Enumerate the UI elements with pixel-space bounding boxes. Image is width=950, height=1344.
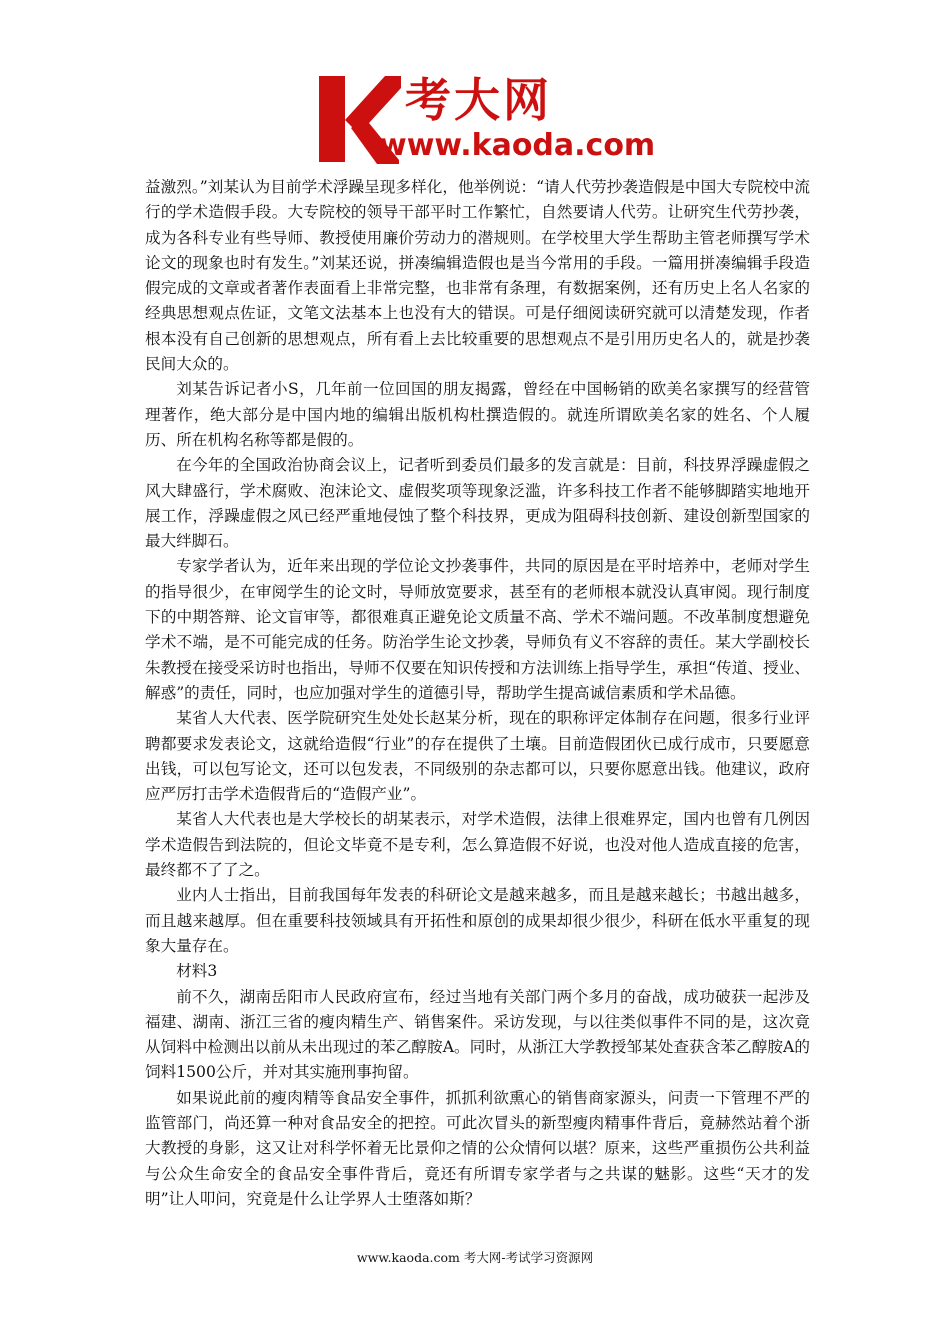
section-heading: 材料3: [176, 962, 218, 981]
paragraph-6: 某省人大代表也是大学校长的胡某表示，对学术造假，法律上很难界定，国内也曾有几例因学术造假告到法院的，但论文毕竟不是专利，怎么算造假不好说，也没对他人造成直接的危害，最终都不了了之。: [145, 810, 810, 880]
paragraph-5: 某省人大代表、医学院研究生处处长赵某分析，现在的职称评定体制存在问题，很多行业评聘都要求发表论文，这就给造假“行业”的存在提供了土壤。目前造假团伙已成行成市，只要愿意出钱，可以包写论文，还可以包发表，不同级别的杂志都可以，只要你愿意出钱。他建议，政府应严厉打击学术造假背后的“造假产业”。: [145, 709, 810, 804]
paragraph-1: 益激烈。”刘某认为目前学术浮躁呈现多样化，他举例说：“请人代劳抄袭造假是中国大专院校中流行的学术造假手段。大专院校的领导干部平时工作繁忙，自然要请人代劳。让研究生代劳抄袭，成为各科专业有些导师、教授使用廉价劳动力的潜规则。在学校里大学生帮助主管老师撰写学术论文的现象也时有发生。”刘某还说，拼凑编辑造假也是当今常用的手段。一篇用拼凑编辑手段造假完成的文章或者著作表面看上非常完整，也非常有条理，有数据案例，还有历史上名人名家的经典思想观点佐证，文笔文法基本上也没有大的错误。可是仔细阅读研究就可以清楚发现，作者根本没有自己创新的思想观点，所有看上去比较重要的思想观点不是引用历史名人的，就是抄袭民间大众的。: [145, 178, 810, 374]
page-footer: www.kaoda.com 考大网-考试学习资源网: [356, 1250, 594, 1265]
paragraph-3: 在今年的全国政治协商会议上，记者听到委员们最多的发言就是：目前，科技界浮躁虚假之风大肆盛行，学术腐败、泡沫论文、虚假奖项等现象泛滥，许多科技工作者不能够脚踏实地地开展工作，浮躁虚假之风已经严重地侵蚀了整个科技界，更成为阻碍科技创新、建设创新型国家的最大绊脚石。: [145, 456, 810, 551]
paragraph-8: 前不久，湖南岳阳市人民政府宣布，经过当地有关部门两个多月的奋战，成功破获一起涉及福建、湖南、浙江三省的瘦肉精生产、销售案件。采访发现，与以往类似事件不同的是，这次竟从饲料中检测出以前从未出现过的苯乙醇胺A。同时，从浙江大学教授邹某处查获含苯乙醇胺A的饲料1500公斤，并对其实施刑事拘留。: [145, 987, 810, 1082]
article-body: [145, 175, 810, 1212]
logo-chinese-text: 考大网: [405, 73, 552, 127]
paragraph-9: 如果说此前的瘦肉精等食品安全事件，抓抓利欲熏心的销售商家源头，问责一下管理不严的监管部门，尚还算一种对食品安全的把控。可此次冒头的新型瘦肉精事件背后，竟赫然站着个浙大教授的身影，这又让对科学怀着无比景仰之情的公众情何以堪？原来，这些严重损伤公共利益与公众生命安全的食品安全事件背后，竟还有所谓专家学者与之共谋的魅影。这些“天才的发明”让人叩问，究竟是什么让学界人士堕落如斯？: [145, 1088, 810, 1208]
logo-url-text: www.kaoda.com: [379, 128, 656, 163]
site-logo: [313, 70, 656, 170]
paragraph-2: 刘某告诉记者小S，几年前一位回国的朋友揭露，曾经在中国畅销的欧美名家撰写的经营管理著作，绝大部分是中国内地的编辑出版机构杜撰造假的。就连所谓欧美名家的姓名、个人履历、所在机构名称等都是假的。: [145, 380, 810, 449]
paragraph-7: 业内人士指出，目前我国每年发表的科研论文是越来越多，而且是越来越长；书越出越多，而且越来越厚。但在重要科技领域具有开拓性和原创的成果却很少很少，科研在低水平重复的现象大量存在。: [145, 886, 810, 955]
paragraph-4: 专家学者认为，近年来出现的学位论文抄袭事件，共同的原因是在平时培养中，老师对学生的指导很少，在审阅学生的论文时，导师放宽要求，甚至有的老师根本就没认真审阅。现行制度下的中期答辩、论文盲审等，都很难真正避免论文质量不高、学术不端问题。不改革制度想避免学术不端，是不可能完成的任务。防治学生论文抄袭，导师负有义不容辞的责任。某大学副校长朱教授在接受采访时也指出，导师不仅要在知识传授和方法训练上指导学生，承担“传道、授业、解惑”的责任，同时，也应加强对学生的道德引导，帮助学生提高诚信素质和学术品德。: [145, 557, 810, 702]
